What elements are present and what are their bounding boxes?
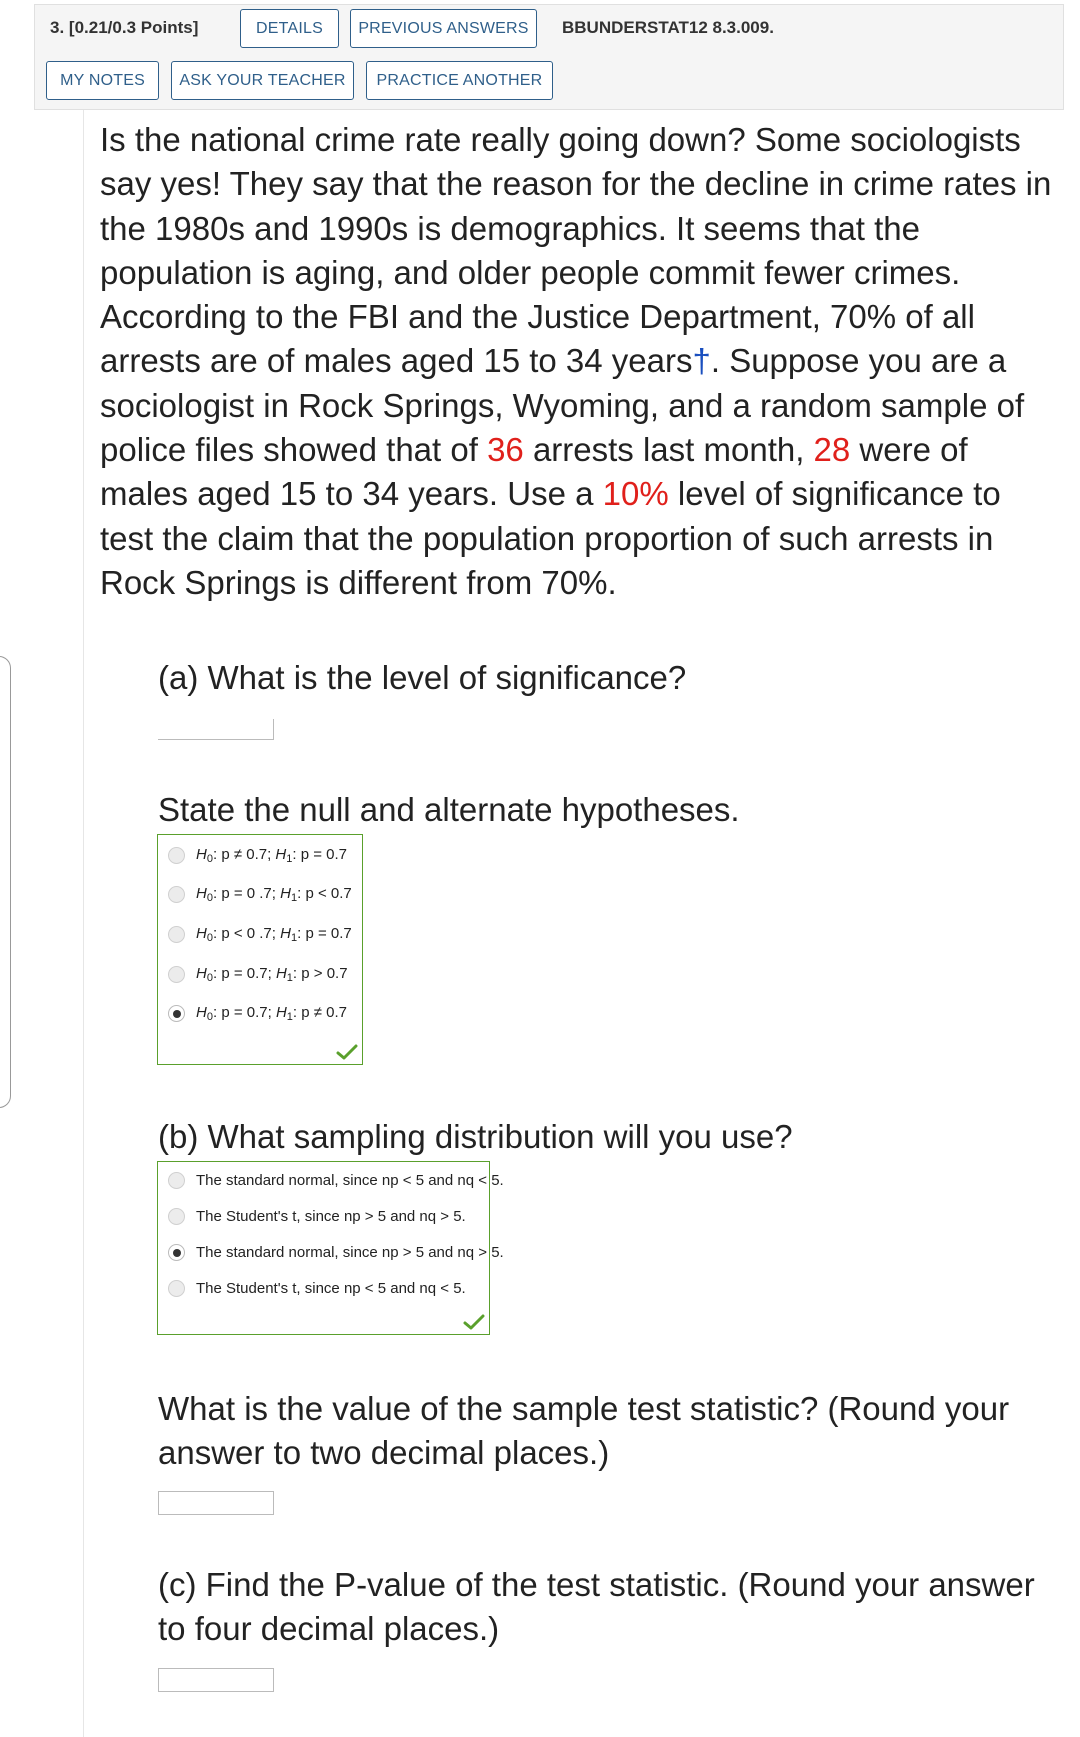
hypothesis-option-2[interactable]: $H_0$: p = 0 .7; $H_1$: p < 0.7 — [168, 885, 352, 904]
radio-button[interactable] — [168, 966, 185, 983]
previous-answers-button[interactable]: PREVIOUS ANSWERS — [350, 9, 537, 48]
correct-check-icon — [463, 1314, 485, 1330]
radio-button[interactable] — [168, 926, 185, 943]
part-b-question: (b) What sampling distribution will you use? — [158, 1118, 793, 1155]
question-number — [50, 16, 198, 40]
points-label: [0.21/0.3 Points] — [68, 18, 199, 37]
hypothesis-option-1[interactable]: $H_0$: p ≠ 0.7; $H_1$: p = 0.7 — [168, 846, 347, 865]
details-button[interactable]: DETAILS — [240, 9, 339, 48]
significance-value: 10% — [602, 475, 669, 513]
hypothesis-option-5[interactable]: $H_0$: p = 0.7; $H_1$: p ≠ 0.7 — [168, 1004, 347, 1023]
hypothesis-option-3[interactable]: $H_0$: p < 0 .7; $H_1$: p = 0.7 — [168, 925, 352, 944]
question-number-label: 3. — [50, 18, 65, 37]
sampling-option-1[interactable]: The standard normal, since np < 5 and nq < 5. — [168, 1172, 504, 1189]
test-statistic-input[interactable] — [158, 1491, 274, 1515]
sampling-option-2[interactable]: The Student's t, since np > 5 and nq > 5. — [168, 1208, 466, 1225]
p-value-input[interactable] — [158, 1668, 274, 1692]
ask-teacher-button[interactable]: ASK YOUR TEACHER — [171, 61, 354, 100]
radio-button[interactable] — [168, 886, 185, 903]
left-bracket-decoration — [0, 656, 11, 1108]
part-c-question: (c) Find the P-value of the test statistic. (Round your answer to four decimal places.) — [158, 1566, 1035, 1647]
radio-button[interactable] — [168, 1280, 185, 1297]
hypotheses-choices — [157, 834, 363, 1065]
my-notes-button[interactable]: MY NOTES — [46, 61, 159, 100]
radio-button[interactable] — [168, 1208, 185, 1225]
assignment-id: BBUNDERSTAT12 8.3.009. — [562, 18, 774, 37]
sampling-option-3[interactable]: The standard normal, since np > 5 and nq > 5. — [168, 1244, 504, 1261]
arrests-males-value: 28 — [813, 431, 851, 469]
correct-check-icon — [336, 1044, 358, 1060]
level-of-significance-input[interactable] — [158, 719, 274, 740]
problem-statement: Is the national crime rate really going down? Some sociologists say yes! They say that the reason for the decline in crime rates in the 1980s and 1990s is demographics. It seems that the population is aging, and older people commit fewer crimes. According to the FBI and the Justice Department, 70% of all arrests are of males aged 15 to 34 years†. Suppose you are a sociologist in Rock Springs, Wyoming, and a random sample of police files showed that of 36 arrests last month, 28 were of males aged 15 to 34 years. Use a 10% level of significance to test the claim that the population proportion of such arrests in Rock Springs is different from 70%. — [100, 121, 1052, 601]
radio-button-selected[interactable] — [168, 1005, 185, 1022]
part-a-question: (a) What is the level of significance? — [158, 659, 687, 696]
radio-button[interactable] — [168, 1172, 185, 1189]
sampling-distribution-choices — [157, 1161, 504, 1335]
arrests-total-value: 36 — [487, 431, 524, 469]
radio-button[interactable] — [168, 847, 185, 864]
radio-button-selected[interactable] — [168, 1244, 185, 1261]
hypothesis-option-4[interactable]: $H_0$: p = 0.7; $H_1$: p > 0.7 — [168, 965, 348, 984]
sampling-option-4[interactable]: The Student's t, since np < 5 and nq < 5. — [168, 1280, 466, 1297]
footnote-dagger[interactable]: † — [692, 342, 711, 380]
test-statistic-question: What is the value of the sample test statistic? (Round your answer to two decimal places.) — [158, 1390, 1010, 1471]
hypotheses-question: State the null and alternate hypotheses. — [158, 791, 740, 828]
content-divider — [83, 110, 84, 1737]
practice-another-button[interactable]: PRACTICE ANOTHER — [366, 61, 553, 100]
